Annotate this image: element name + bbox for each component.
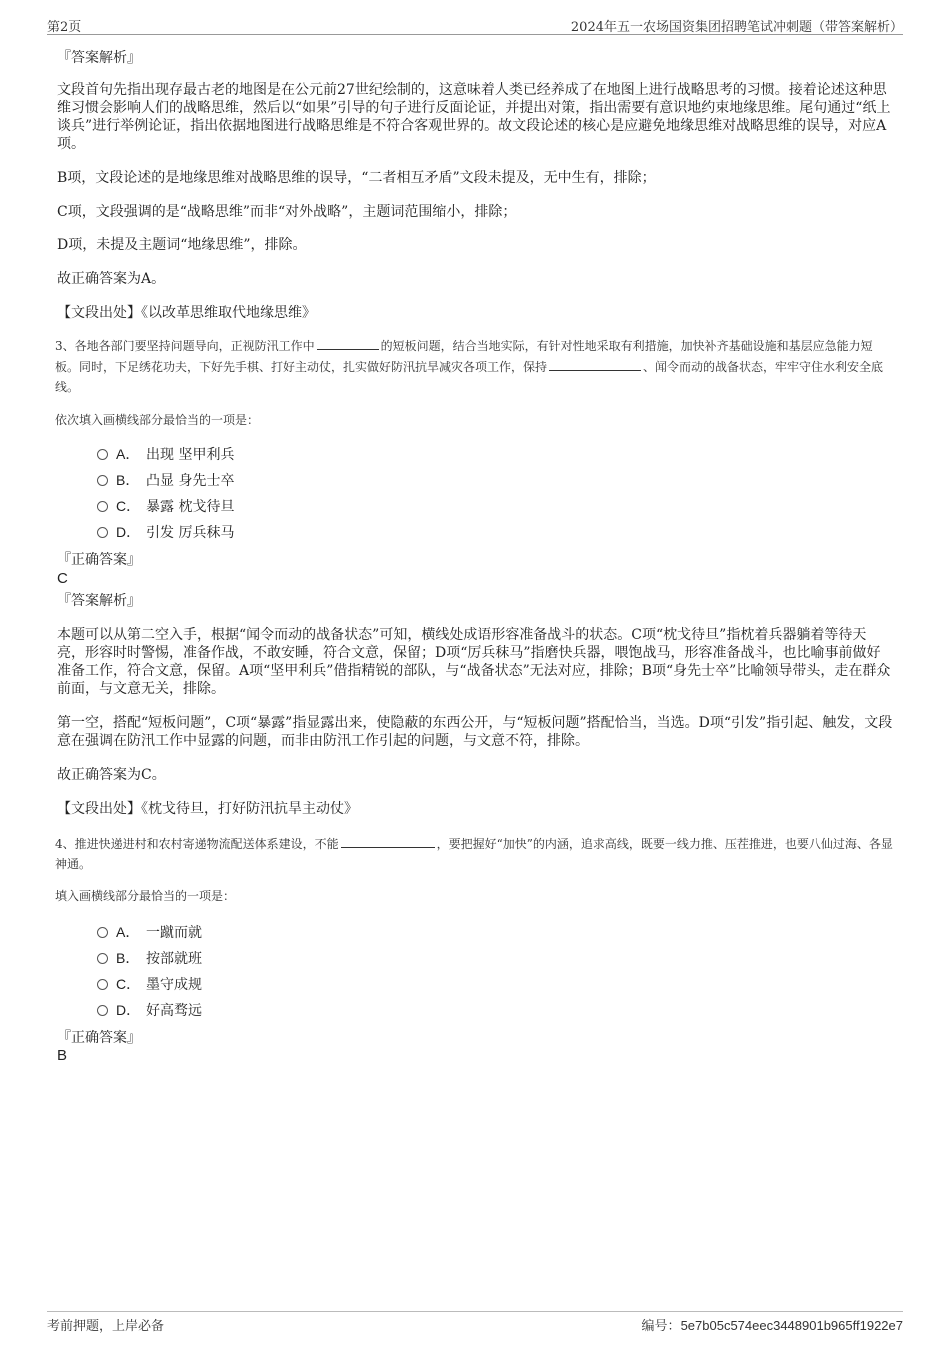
- q3-answer-label: 『正确答案』: [57, 552, 141, 568]
- q4-stem: 4、推进快递进村和农村寄递物流配送体系建设，不能 ，要把握好“加快”的内涵，追求高线，既要一线力推、压茬推进，也要八仙过海、各显神通。: [55, 833, 895, 874]
- q2-analysis-p2: B项，文段论述的是地缘思维对战略思维的误导，“二者相互矛盾”文段未提及，无中生有，排除；: [57, 170, 656, 186]
- q4-blank: [341, 833, 435, 848]
- q3-option-d[interactable]: D． 引发 厉兵秣马: [97, 522, 234, 542]
- page-number: 第2页: [47, 20, 82, 35]
- q4-prompt: 填入画横线部分最恰当的一项是：: [55, 889, 236, 903]
- radio-icon[interactable]: [97, 927, 108, 938]
- radio-icon[interactable]: [97, 449, 108, 460]
- q3-option-c[interactable]: C． 暴露 枕戈待旦: [97, 496, 234, 516]
- page-header: [47, 12, 903, 35]
- page-footer: [47, 1311, 903, 1336]
- radio-icon[interactable]: [97, 475, 108, 486]
- q3-blank-2: [549, 356, 641, 371]
- q2-analysis-p1: 文段首句先指出现存最古老的地图是在公元前27世纪绘制的，这意味着人类已经养成了在地图上进行战略思考的习惯。接着论述这种思维习惯会影响人们的战略思维，然后以“如果”引导的句子进行反面论证，并提出对策，指出需要有意识地约束地缘思维。尾句通过“纸上谈兵”进行举例论证，指出依据地图进行战略思维是不符合客观世界的。故文段论述的核心是应避免地缘思维对战略思维的误导，对应A项。: [57, 82, 891, 152]
- q3-analysis-p1: 本题可以从第二空入手，根据“闻令而动的战备状态”可知，横线处成语形容准备战斗的状态。C项“枕戈待旦”指枕着兵器躺着等待天亮，形容时时警惕，准备作战，不敢安睡，符合文意，保留；D项“厉兵秣马”指磨快兵器，喂饱战马，形容准备战斗，也比喻事前做好准备工作，符合文意，保留。A项“坚甲利兵”借指精锐的部队，与“战备状态”无法对应，排除；B项“身先士卒”比喻领导带头，走在群众前面，与文意无关，排除。: [57, 627, 891, 697]
- q2-conclusion: 故正确答案为A。: [57, 271, 166, 287]
- q3-analysis-label: 『答案解析』: [57, 593, 141, 609]
- q2-analysis-p3: C项，文段强调的是“战略思维”而非“对外战略”，主题词范围缩小，排除；: [57, 204, 517, 220]
- radio-icon[interactable]: [97, 1005, 108, 1016]
- q2-analysis-p4: D项，未提及主题词“地缘思维”，排除。: [57, 237, 307, 253]
- q3-analysis-p2: 第一空，搭配“短板问题”，C项“暴露”指显露出来，使隐蔽的东西公开，与“短板问题”搭配恰当，当选。D项“引发”指引起、触发，文段意在强调在防汛工作中显露的问题，而非由防汛工作引起的问题，与文意不符，排除。: [57, 715, 893, 749]
- q2-analysis-label: 『答案解析』: [57, 50, 141, 66]
- footer-slogan: 考前押题，上岸必备: [47, 1319, 165, 1334]
- radio-icon[interactable]: [97, 501, 108, 512]
- q4-option-d[interactable]: D． 好高骛远: [97, 1000, 202, 1020]
- q3-source: 【文段出处】《枕戈待旦，打好防汛抗旱主动仗》: [57, 801, 358, 817]
- q3-blank-1: [317, 335, 379, 350]
- radio-icon[interactable]: [97, 953, 108, 964]
- document-title: 2024年五一农场国资集团招聘笔试冲刺题（带答案解析）: [570, 20, 903, 35]
- q3-conclusion: 故正确答案为C。: [57, 767, 166, 783]
- q4-option-a[interactable]: A． 一蹴而就: [97, 922, 202, 942]
- radio-icon[interactable]: [97, 527, 108, 538]
- q4-answer: B: [57, 1047, 68, 1064]
- q3-stem: 3、各地各部门要坚持问题导向，正视防汛工作中 的短板问题，结合当地实际，有针对性地采取有利措施，加快补齐基础设施和基层应急能力短板。同时，下足绣花功夫，下好先手棋、打好主动仗，扎实做好防汛抗旱减灾各项工作，保持 、闻令而动的战备状态，牢牢守住水利安全底线。: [55, 335, 895, 397]
- q3-answer: C: [57, 570, 68, 587]
- radio-icon[interactable]: [97, 979, 108, 990]
- q3-option-b[interactable]: B． 凸显 身先士卒: [97, 470, 234, 490]
- document-code: 编号：5e7b05c574eec3448901b965ff1922e7: [641, 1318, 903, 1334]
- q3-option-a[interactable]: A． 出现 坚甲利兵: [97, 444, 234, 464]
- q4-answer-label: 『正确答案』: [57, 1030, 141, 1046]
- q2-source: 【文段出处】《以改革思维取代地缘思维》: [57, 305, 316, 321]
- q4-option-b[interactable]: B． 按部就班: [97, 948, 202, 968]
- q3-prompt: 依次填入画横线部分最恰当的一项是：: [55, 413, 260, 427]
- q4-option-c[interactable]: C． 墨守成规: [97, 974, 202, 994]
